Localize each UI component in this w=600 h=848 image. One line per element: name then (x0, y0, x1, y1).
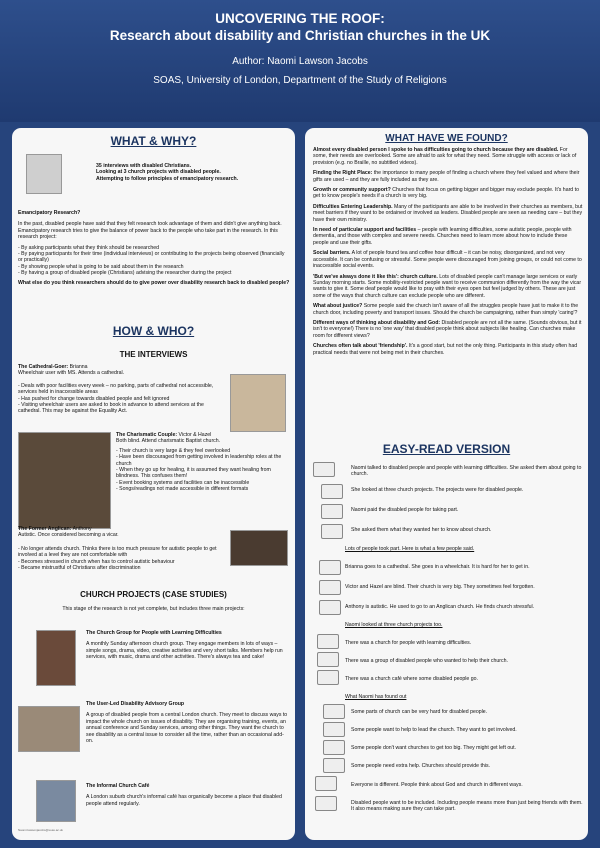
include-icon (315, 796, 337, 811)
blind-icon (319, 580, 341, 595)
what-why-intro: 35 interviews with disabled Christians. Looking at 3 church projects with disabled people. Attempting to follow principles of emancipatory research. (96, 163, 239, 182)
what-why-heading: WHAT & WHY? (110, 134, 197, 148)
easy-read-line: There was a group of disabled people who wanted to help their church. (345, 658, 508, 664)
easy-read-line: There was a church for people with learning difficulties. (345, 640, 472, 646)
easy-read-line: She looked at three church projects. The projects were for disabled people. (351, 487, 524, 493)
ask-icon (321, 524, 343, 539)
emancipatory-body: In the past, disabled people have said that they felt research took advantage of them and didn't give anything back. Emancipatory research tries to give the balance of power back to the people who take part in the research. In this research project: (18, 221, 282, 241)
interview-victor-hazel: The Charismatic Couple: Victor & Hazel Both blind. Attend charismatic Baptist church. - Their church is very large & they feel overlooked - Have been discouraged from getting involved in leadership roles at the church - When they go up for healing, it is assumed they want healing from blindness. This confuses them! - Event booking systems and facilities can be inaccessible - Songs/readings not made accessible in different formats (116, 432, 290, 493)
congregation-image (18, 432, 111, 529)
easy-read-line: Brianna goes to a cathedral. She goes in a wheelchair. It is hard for her to get in. (345, 564, 530, 570)
cafe-icon (317, 670, 339, 685)
diversity-icon (315, 776, 337, 791)
easy-read-line: Victor and Hazel are blind. Their church is very big. They sometimes feel forgotten. (345, 584, 535, 590)
easy-read-subheading: What Naomi has found out (345, 694, 407, 700)
author: Author: Naomi Lawson Jacobs (232, 56, 368, 67)
illustration-people-image (26, 154, 62, 194)
poster-title-line1: UNCOVERING THE ROOF: (215, 11, 385, 26)
list-item: - By having a group of disabled people (Christians) advising the researcher during the project (18, 270, 290, 276)
list-item: - Visiting wheelchair users are asked to book in advance to attend services at the cathedral. This may be against the Equality Act. (18, 402, 223, 415)
advisory-group-image (18, 706, 80, 752)
easy-read-line: Naomi paid the disabled people for taking part. (351, 507, 459, 513)
list-item: - When they go up for healing, it is assumed they want healing from blindness. This confuses them! (116, 467, 290, 480)
stress-icon (319, 600, 341, 615)
list-item: - Became mistrustful of Christians after discrimination (18, 565, 228, 571)
easy-read-line: There was a church café where some disabled people go. (345, 676, 478, 682)
project-learning-difficulties: The Church Group for People with Learning Difficulties A monthly Sunday afternoon church group. They engage members in lots of ways – simple songs, drama, video, creative activities and very short talks. Members help run services, with music, drama and other activities. There's always tea and cake! (86, 630, 283, 661)
easy-read-line: Some people want to help to lead the church. They want to get involved. (351, 727, 517, 733)
list-item: - No longer attends church. Thinks there is too much pressure for autistic people to get involved at a level they are not comfortable with (18, 546, 228, 559)
right-panel (305, 128, 588, 840)
list-item: - Have been discouraged from getting involved in leadership roles at the church (116, 454, 290, 467)
easy-read-line: Some parts of church can be very hard for disabled people. (351, 709, 488, 715)
finding-paragraph: 'But we've always done it like this': church culture. Lots of disabled people can't manage large services or early Sunday morning starts. Some mobility-restricted people want to receive communion differently from the way the vicar wants to give it. Some deaf people would like to pray with their eyes open but feel judged by others. These are just some of the ways that church culture can exclude people who are different. (313, 273, 582, 299)
emancipatory-question: Emancipatory Research? (18, 210, 81, 216)
emancipatory-list (18, 245, 290, 277)
finding-paragraph: Difficulties Entering Leadership. Many of the participants are able to be involved in their churches as members, but meet barriers if they want to be ordained or involved as leaders. Disabled people are seen as needing care – but they have their own ministry. (313, 203, 583, 223)
interview-anthony: The Former Anglican: Anthony Autistic. Once considered becoming a vicar. - No longer attends church. Thinks there is too much pressure for autistic people to get involved at a level they are not comfortable with - Becomes stressed in church when has to control autistic behaviour - Became mistrustful of Christians after discrimination (18, 526, 228, 571)
poster-header (0, 0, 600, 122)
institution: SOAS, University of London, Department of the Study of Religions (153, 75, 447, 86)
poster-title-line2: Research about disability and Christian churches in the UK (109, 28, 491, 43)
look-icon (321, 484, 343, 499)
pay-icon (321, 504, 343, 519)
easy-read-line: Anthony is autistic. He used to go to an Anglican church. He finds church stressful. (345, 604, 535, 610)
support-icon (323, 758, 345, 773)
footer-email: Naomi.lawsonjacobs@soas.ac.uk (18, 828, 63, 832)
finding-paragraph: In need of particular support and facilities – people with learning difficulties, some autistic people, people with dementia, and those with complex and severe needs. Churches need to learn more about how to include these people and use their gifts. (313, 227, 572, 246)
finding-paragraph: Finding the Right Place: the importance to many people of finding a church where they feel valued and where their gifts are used – and they are fully included as they are. (313, 170, 580, 183)
learning-group-image (36, 630, 76, 686)
easy-read-line: Naomi talked to disabled people and people with learning difficulties. She asked them about going to church. (351, 465, 582, 478)
found-heading: WHAT HAVE WE FOUND? (385, 133, 508, 144)
how-who-heading: HOW & WHO? (112, 324, 195, 338)
project-advisory-group: The User-Led Disability Advisory Group A group of disabled people from a central London church. They meet to discuss ways to impact the whole church on issues of disability. They are organising training, events, an annual conference and Sunday services, among other things. They want the church to see disability as a central issue to consider all the time, rather than an occasional add-on. (86, 701, 288, 745)
interviews-heading: THE INTERVIEWS (119, 350, 188, 359)
easy-read-subheading: Naomi looked at three church projects too. (345, 622, 443, 628)
cathedral-image (230, 374, 286, 432)
easy-read-heading: EASY-READ VERSION (382, 442, 511, 456)
list-item: - Has pushed for change towards disabled people and felt ignored (18, 396, 223, 402)
list-item: - By paying participants for their time (individual interviews) or contributing to the projects being observed (financially or practically) (18, 251, 290, 264)
finding-paragraph: Churches often talk about 'friendship'. It's a good start, but not the only thing. Participants in this study often had practical needs that were not being met in their churches. (313, 343, 578, 356)
list-item: - By showing people what is going to be said about them in the research (18, 264, 290, 270)
found-body (313, 147, 583, 356)
finding-paragraph: Different ways of thinking about disability and God: Disabled people are not all the same. (Sounds obvious, but it isn't to everyone!) There is no 'one way' that disabled people think about subjects like healing. Can churches make room for different views? (313, 319, 582, 339)
easy-read-line: Disabled people want to be included. Including people means more than just being friends with them. It also means making sure they can take part. (351, 800, 583, 813)
help-icon (317, 652, 339, 667)
lead-icon (323, 722, 345, 737)
hard-icon (323, 704, 345, 719)
interview-brianna: The Cathedral-Goer: Brianna Wheelchair user with MS. Attends a cathedral. - Deals with poor facilities every week – no parking, parts of cathedral not accessible, services held in inaccessible areas - Has pushed for change towards disabled people and felt ignored - Visiting wheelchair users are asked to book in advance to attend services at the cathedral. This may be against the Equality Act. (18, 364, 223, 415)
easy-read-line: Some people need extra help. Churches should provide this. (351, 763, 490, 769)
list-item: - By asking participants what they think should be researched (18, 245, 290, 251)
easy-read-line: She asked them what they wanted her to know about church. (351, 527, 492, 533)
group-icon (317, 634, 339, 649)
easy-read-line: Everyone is different. People think about God and church in different ways. (351, 782, 523, 788)
church-interior-image (230, 530, 288, 566)
projects-intro: This stage of the research is not yet complete, but includes three main projects: (62, 606, 245, 612)
finding-paragraph: What about justice? Some people said the church isn't aware of all the struggles people have just to make it to the church door, including poverty and transport issues. Should the church be campaigning, rather than simply 'caring'? (313, 303, 579, 316)
list-item: - Becomes stressed in church when has to control autistic behaviour (18, 559, 228, 565)
church-cafe-image (36, 780, 76, 822)
projects-heading: CHURCH PROJECTS (CASE STUDIES) (80, 590, 227, 599)
easy-read-line: Some people don't want churches to get too big. They might get left out. (351, 745, 516, 751)
list-item: - Deals with poor facilities every week – no parking, parts of cathedral not accessible, services held in inaccessible areas (18, 383, 223, 396)
list-item: - Songs/readings not made accessible in different formats (116, 486, 290, 492)
closing-question: What else do you think researchers should do to give power over disability research back to disabled people? (18, 279, 290, 286)
finding-paragraph: Growth or community support? Churches that focus on getting bigger and bigger may exclude people. It's hard to get to know people's needs if a church is very big. (313, 187, 579, 200)
emancipatory-section (18, 210, 290, 286)
finding-paragraph: Almost every disabled person I spoke to has difficulties going to church because they are disabled. For some, their needs are overlooked. Some are afraid to ask for what they need. Some struggle with access or lack of provision (e.g. no Braille, no subtitled videos). (313, 147, 577, 166)
left-panel (12, 128, 295, 840)
crowd-icon (323, 740, 345, 755)
list-item: - Their church is very large & they feel overlooked (116, 448, 290, 454)
easy-read-subheading: Lots of people took part. Here is what a few people said. (345, 546, 475, 552)
wheelchair-icon (319, 560, 341, 575)
finding-paragraph: Social barriers. A lot of people found tea and coffee hour difficult – it can be noisy, disorganized, and not very accessible. It can be confusing or stressful. Some people were discouraged from joining groups, or could not come to inaccessible social events. (313, 250, 582, 270)
talk-icon (313, 462, 335, 477)
list-item: - Event booking systems and facilities can be inaccessible (116, 480, 290, 486)
project-church-cafe: The Informal Church Café A London suburb church's informal café has organically become a place that disabled people attend regularly. (86, 783, 282, 807)
